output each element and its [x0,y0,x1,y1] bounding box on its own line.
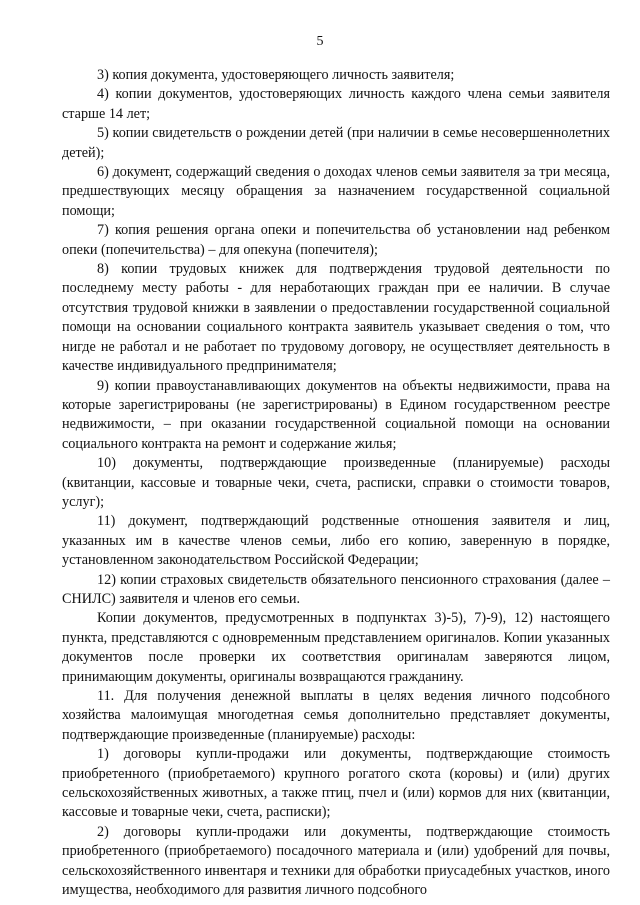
paragraph-subitem-2: 2) договоры купли-продажи или документы, подтверждающие стоимость приобретенного (приобретаемого) посадочного материала и (или) удобрений для почвы, сельскохозяйственного инвентаря и техники для обработки приусадебных участков, иного имущества, необходимого для развития личного подсобного [62,823,610,899]
paragraph-item-9: 9) копии правоустанавливающих документов на объекты недвижимости, права на которые зарегистрированы (не зарегистрированы) в Едином государственном реестре недвижимости, – при оказании государственной социальной помощи на основании социального контракта на ремонт и содержание жилья; [62,377,610,452]
paragraph-item-7: 7) копия решения органа опеки и попечительства об установлении над ребенком опеки (попечительства) – для опекуна (попечителя); [62,222,610,258]
page-number: 5 [316,34,324,49]
paragraph-item-8: 8) копии трудовых книжек для подтверждения трудовой деятельности по последнему месту работы - для неработающих граждан при ее наличии. В случае отсутствия трудовой книжки в заявлении о предоставлении государственной социальной помощи на основании социального контракта заявитель указывает сведения о том, что нигде не работал и не работает по трудовому договору, не осуществляет деятельность в качестве индивидуального предпринимателя; [62,261,610,375]
paragraph-item-10: 10) документы, подтверждающие произведенные (планируемые) расходы (квитанции, кассовые и товарные чеки, счета, расписки, справки о стоимости товаров, услуг); [62,455,610,510]
document-body [62,66,610,900]
paragraph-subitem-1: 1) договоры купли-продажи или документы, подтверждающие стоимость приобретенного (приобретаемого) крупного рогатого скота (коровы) и (или) других сельскохозяйственных животных, а также птиц, пчел и (или) кормов для них (квитанции, кассовые и товарные чеки, счета, расписки); [62,746,610,821]
paragraph-item-3: 3) копия документа, удостоверяющего личность заявителя; [97,67,455,83]
paragraph-item-12: 12) копии страховых свидетельств обязательного пенсионного страхования (далее – СНИЛС) заявителя и членов его семьи. [62,571,610,607]
paragraph-item-5: 5) копии свидетельств о рождении детей (при наличии в семье несовершеннолетних детей); [62,125,610,161]
paragraph-item-4: 4) копии документов, удостоверяющих личность каждого члена семьи заявителя старше 14 лет; [62,86,610,122]
paragraph-copies-note: Копии документов, предусмотренных в подпунктах 3)-5), 7)-9), 12) настоящего пункта, представляются с одновременным представлением оригиналов. Копии указанных документов после проверки их соответствия оригиналам заверяются лицом, принимающим документы, оригиналы возвращаются гражданину. [62,610,610,685]
paragraph-item-6: 6) документ, содержащий сведения о доходах членов семьи заявителя за три месяца, предшествующих месяцу обращения за назначением государственной социальной помощи; [62,164,610,219]
paragraph-item-11: 11) документ, подтверждающий родственные отношения заявителя и лиц, указанных им в качестве членов семьи, либо его копию, заверенную в порядке, установленном законодательством Российской Федерации; [62,513,610,569]
paragraph-section-11: 11. Для получения денежной выплаты в целях ведения личного подсобного хозяйства малоимущая многодетная семья дополнительно представляет документы, подтверждающие произведенные (планируемые) расходы: [62,688,610,743]
